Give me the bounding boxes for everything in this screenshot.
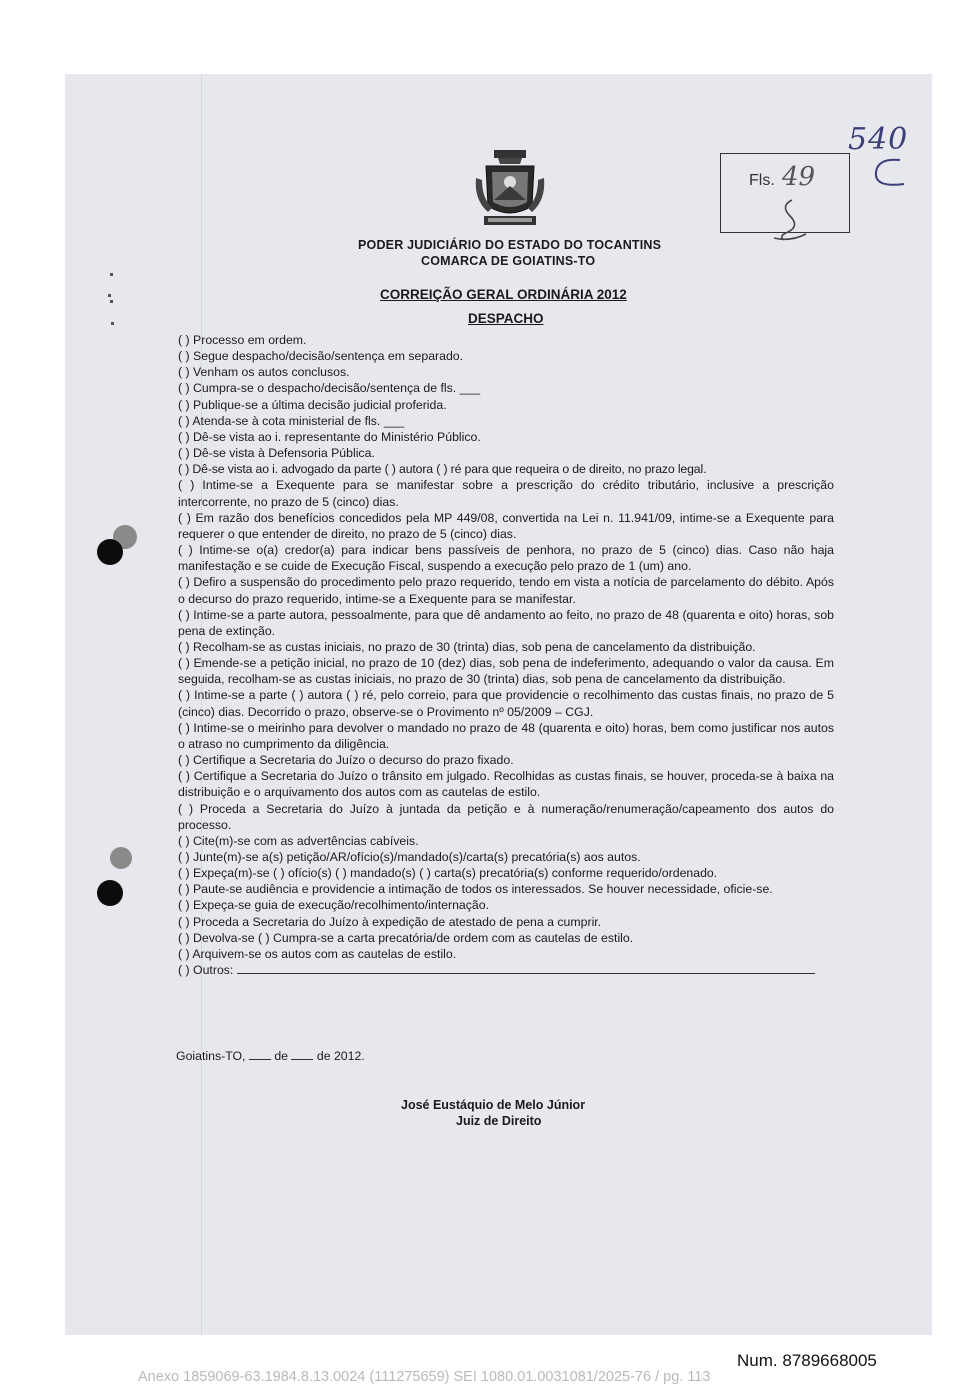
checklist-item: ( ) Segue despacho/decisão/sentença em separado.: [178, 349, 464, 364]
scan-speck: [111, 322, 114, 325]
district-name: COMARCA DE GOIATINS-TO: [421, 254, 596, 268]
checklist-item: ( ) Devolva-se ( ) Cumpra-se a carta precatória/de ordem com as cautelas de estilo.: [178, 930, 634, 945]
document-title: CORREIÇÃO GERAL ORDINÁRIA 2012: [380, 287, 627, 302]
date-de: de: [274, 1049, 289, 1063]
outros-blank-line: [237, 963, 815, 974]
checklist-item: ( ) Recolham-se as custas iniciais, no prazo de 30 (trinta) dias, sob pena de cancelamento da distribuição.: [178, 639, 756, 654]
checklist-item: ( ) Dê-se vista à Defensoria Pública.: [178, 446, 375, 461]
date-line: [176, 1049, 365, 1063]
checklist-item: ( ) Em razão dos benefícios concedidos pela MP 449/08, convertida na Lei n. 11.941/09, intime-se a Exequente para requerer o que entender de direito, no prazo de 5 (cinco) dias.: [178, 510, 834, 541]
rubric-signature-icon: [770, 198, 810, 244]
checklist-item: ( ) Certifique a Secretaria do Juízo o decurso do prazo fixado.: [178, 753, 514, 768]
checklist-item-outros: [178, 962, 834, 978]
checklist-item: ( ) Intime-se o(a) credor(a) para indicar bens passíveis de penhora, no prazo de 5 (cinco) dias. Caso não haja manifestação e se cuide de Execução Fiscal, suspendo a execução pelo prazo de 1 (um) ano.: [178, 543, 834, 574]
checklist-item: ( ) Certifique a Secretaria do Juízo o trânsito em julgado. Recolhidas as custas finais, se houver, proceda-se à baixa na distribuição e o arquivamento dos autos com as cautelas de estilo.: [178, 769, 834, 800]
punch-hole-shadow-bottom: [110, 847, 132, 869]
court-name: PODER JUDICIÁRIO DO ESTADO DO TOCANTINS: [358, 238, 662, 252]
annex-reference: Anexo 1859069-63.1984.8.13.0024 (111275659) SEI 1080.01.0031081/2025-76 / pg. 113: [138, 1369, 711, 1385]
checklist-item: ( ) Junte(m)-se a(s) petição/AR/ofício(s)/mandado(s)/carta(s) precatória(s) aos autos.: [178, 850, 641, 864]
checklist-item: ( ) Intime-se a parte autora, pessoalmente, para que dê andamento ao feito, no prazo de 48 (quarenta e oito) horas, sob pena de extinção.: [178, 607, 834, 638]
day-blank: [249, 1049, 271, 1060]
order-checklist: [178, 332, 834, 978]
checklist-item: ( ) Cite(m)-se com as advertências cabíveis.: [178, 833, 419, 848]
checklist-item: ( ) Expeça(m)-se ( ) ofício(s) ( ) mandado(s) ( ) carta(s) precatória(s) conforme requerido/ordenado.: [178, 866, 718, 881]
checklist-item: ( ) Atenda-se à cota ministerial de fls. ___: [178, 413, 405, 428]
checklist-item: ( ) Proceda a Secretaria do Juízo à juntada da petição e à numeração/renumeração/capeamento dos autos do processo.: [178, 801, 834, 832]
scan-speck: [110, 300, 113, 303]
checklist-item: ( ) Expeça-se guia de execução/recolhimento/internação.: [178, 898, 490, 913]
outros-label: ( ) Outros:: [178, 963, 234, 978]
checklist-item: ( ) Processo em ordem.: [178, 333, 307, 347]
document-number: Num. 8789668005: [737, 1351, 877, 1370]
checklist-item: ( ) Arquivem-se os autos com as cautelas de estilo.: [178, 946, 457, 961]
checklist-item: ( ) Dê-se vista ao i. advogado da parte ( ) autora ( ) ré para que requeira o de direito, no prazo legal.: [178, 462, 707, 477]
month-blank: [291, 1049, 313, 1060]
checklist-item: ( ) Proceda a Secretaria do Juízo à expedição de atestado de pena a cumprir.: [178, 914, 602, 929]
checklist-item: ( ) Paute-se audiência e providencie a intimação de todos os interessados. Se houver necessidade, oficie-se.: [178, 882, 773, 897]
folio-label: Fls.: [749, 172, 775, 189]
date-city: Goiatins-TO,: [176, 1049, 246, 1063]
date-year: de 2012.: [316, 1049, 365, 1063]
handwritten-mark-icon: [868, 156, 908, 192]
checklist-item: ( ) Defiro a suspensão do procedimento pelo prazo requerido, tendo em vista a notícia de parcelamento do débito. Após o decurso do prazo requerido, intime-se a Exequente para se manifestar.: [178, 575, 834, 606]
scan-speck: [108, 294, 111, 297]
checklist-item: ( ) Cumpra-se o despacho/decisão/sentença de fls. ___: [178, 381, 481, 396]
checklist-item: ( ) Publique-se a última decisão judicial proferida.: [178, 397, 447, 412]
judge-name: José Eustáquio de Melo Júnior: [401, 1098, 586, 1112]
checklist-item: ( ) Venham os autos conclusos.: [178, 365, 350, 380]
checklist-item: ( ) Intime-se o meirinho para devolver o mandado no prazo de 48 (quarenta e oito) horas, bem como justificar nos autos o atraso no cumprimento da diligência.: [178, 720, 834, 751]
punch-hole-bottom: [97, 880, 123, 906]
checklist-item: ( ) Intime-se a Exequente para se manifestar sobre a prescrição do crédito tributário, inclusive a prescrição intercorrente, no prazo de 5 (cinco) dias.: [178, 478, 834, 509]
document-subtitle: DESPACHO: [468, 311, 544, 326]
checklist-item: ( ) Intime-se a parte ( ) autora ( ) ré, pelo correio, para que providencie o recolhimento das custas finais, no prazo de 5 (cinco) dias. Decorrido o prazo, observe-se o Provimento nº 05/2009 – CGJ.: [178, 688, 834, 719]
judge-role: Juiz de Direito: [456, 1114, 542, 1128]
coat-of-arms-icon: [472, 148, 548, 234]
scan-speck: [110, 273, 113, 276]
punch-hole-top: [97, 539, 123, 565]
handwritten-page-number: 540: [848, 122, 909, 157]
checklist-item: ( ) Emende-se a petição inicial, no prazo de 10 (dez) dias, sob pena de indeferimento, adequando o valor da causa. Em seguida, recolham-se as custas iniciais, no prazo de 30 (trinta) dias, sob pena de cancelamento da distribuição.: [178, 656, 834, 687]
folio-number: 49: [782, 162, 816, 192]
checklist-item: ( ) Dê-se vista ao i. representante do Ministério Público.: [178, 429, 481, 444]
